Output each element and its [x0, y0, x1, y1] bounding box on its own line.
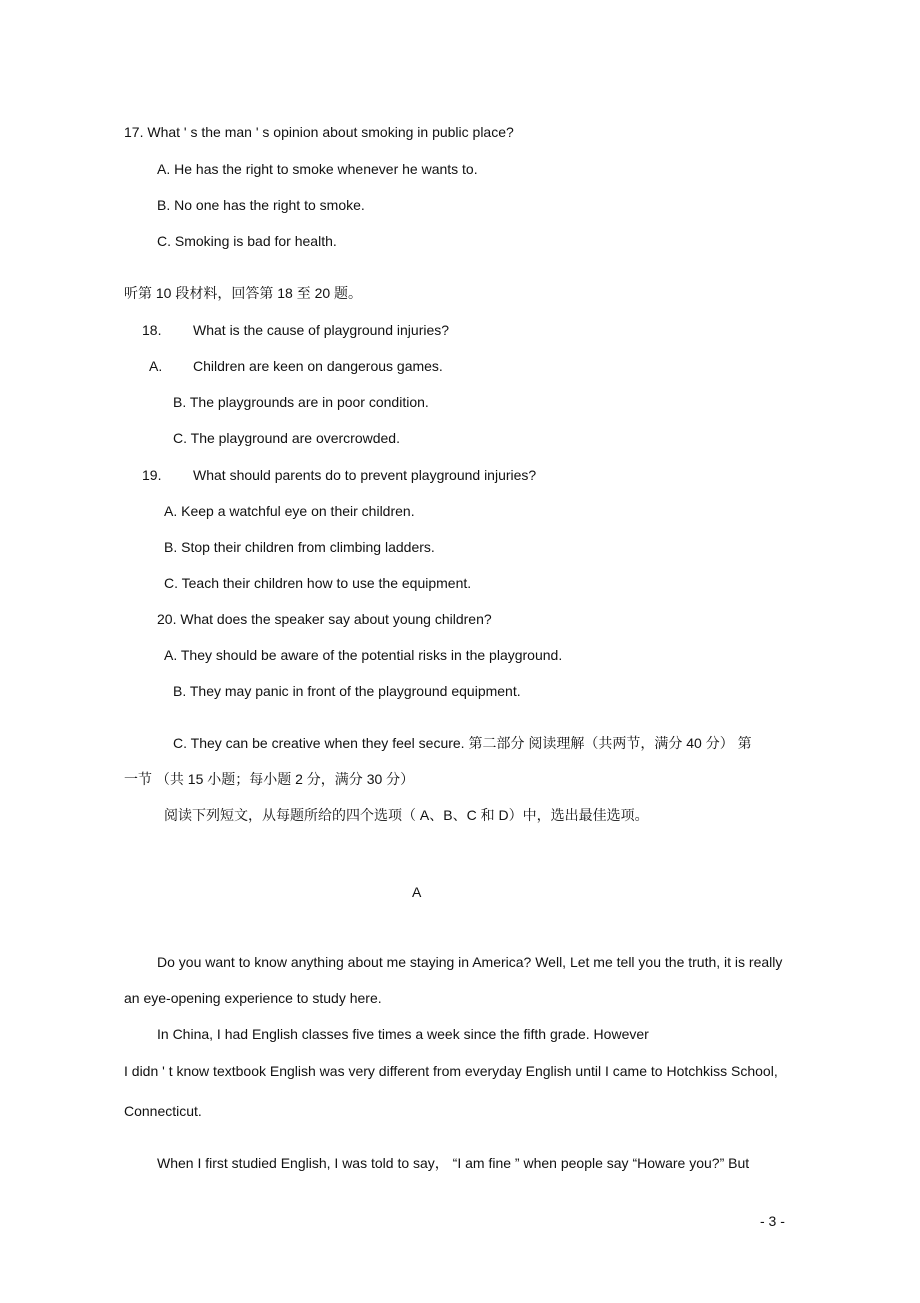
- passage-title: A: [412, 884, 422, 900]
- q19-option-b: B. Stop their children from climbing ladders.: [164, 539, 435, 555]
- q20-option-c: C. They can be creative when they feel secure. 第二部分 阅读理解（共两节，满分 40 分） 第: [173, 735, 752, 751]
- q19-option-c: C. Teach their children how to use the equipment.: [164, 575, 472, 591]
- q17-stem: 17. What ' s the man ' s opinion about smoking in public place?: [124, 124, 514, 140]
- q19-stem: What should parents do to prevent playground injuries?: [193, 467, 537, 483]
- q18-option-a-letter: A.: [149, 358, 163, 374]
- q17-option-a: A. He has the right to smoke whenever he wants to.: [157, 161, 478, 177]
- q18-stem: What is the cause of playground injuries?: [193, 322, 450, 338]
- part2-instruction: 阅读下列短文，从每题所给的四个选项（ A、B、C 和 D）中，选出最佳选项。: [164, 807, 649, 823]
- q20-option-a: A. They should be aware of the potential risks in the playground.: [164, 647, 563, 663]
- passage-p2-line3: Connecticut.: [124, 1103, 202, 1119]
- q18-option-c: C. The playground are overcrowded.: [173, 430, 400, 446]
- passage-p3-line1: When I first studied English, I was told to say， “I am fine ” when people say “Howare you?” But: [157, 1155, 750, 1171]
- q18-number: 18.: [142, 322, 162, 338]
- passage-p2-line1: In China, I had English classes five times a week since the fifth grade. However: [157, 1026, 649, 1042]
- page-number: - 3 -: [760, 1213, 785, 1229]
- q18-option-a-text: Children are keen on dangerous games.: [193, 358, 443, 374]
- q17-option-c: C. Smoking is bad for health.: [157, 233, 337, 249]
- q17-option-b: B. No one has the right to smoke.: [157, 197, 365, 213]
- part2-section1-header: 一节 （共 15 小题；每小题 2 分，满分 30 分）: [124, 771, 415, 787]
- passage-p1-line1: Do you want to know anything about me staying in America? Well, Let me tell you the truth, it is really: [157, 954, 783, 970]
- passage-p2-line2: I didn ' t know textbook English was very different from everyday English until I came to Hotchkiss School,: [124, 1063, 778, 1079]
- q20-stem: 20. What does the speaker say about young children?: [157, 611, 492, 627]
- q19-option-a: A. Keep a watchful eye on their children.: [164, 503, 415, 519]
- passage-p1-line2: an eye-opening experience to study here.: [124, 990, 382, 1006]
- q18-option-b: B. The playgrounds are in poor condition.: [173, 394, 429, 410]
- q19-number: 19.: [142, 467, 162, 483]
- section10-instruction: 听第 10 段材料，回答第 18 至 20 题。: [124, 285, 363, 301]
- q20-option-b: B. They may panic in front of the playground equipment.: [173, 683, 521, 699]
